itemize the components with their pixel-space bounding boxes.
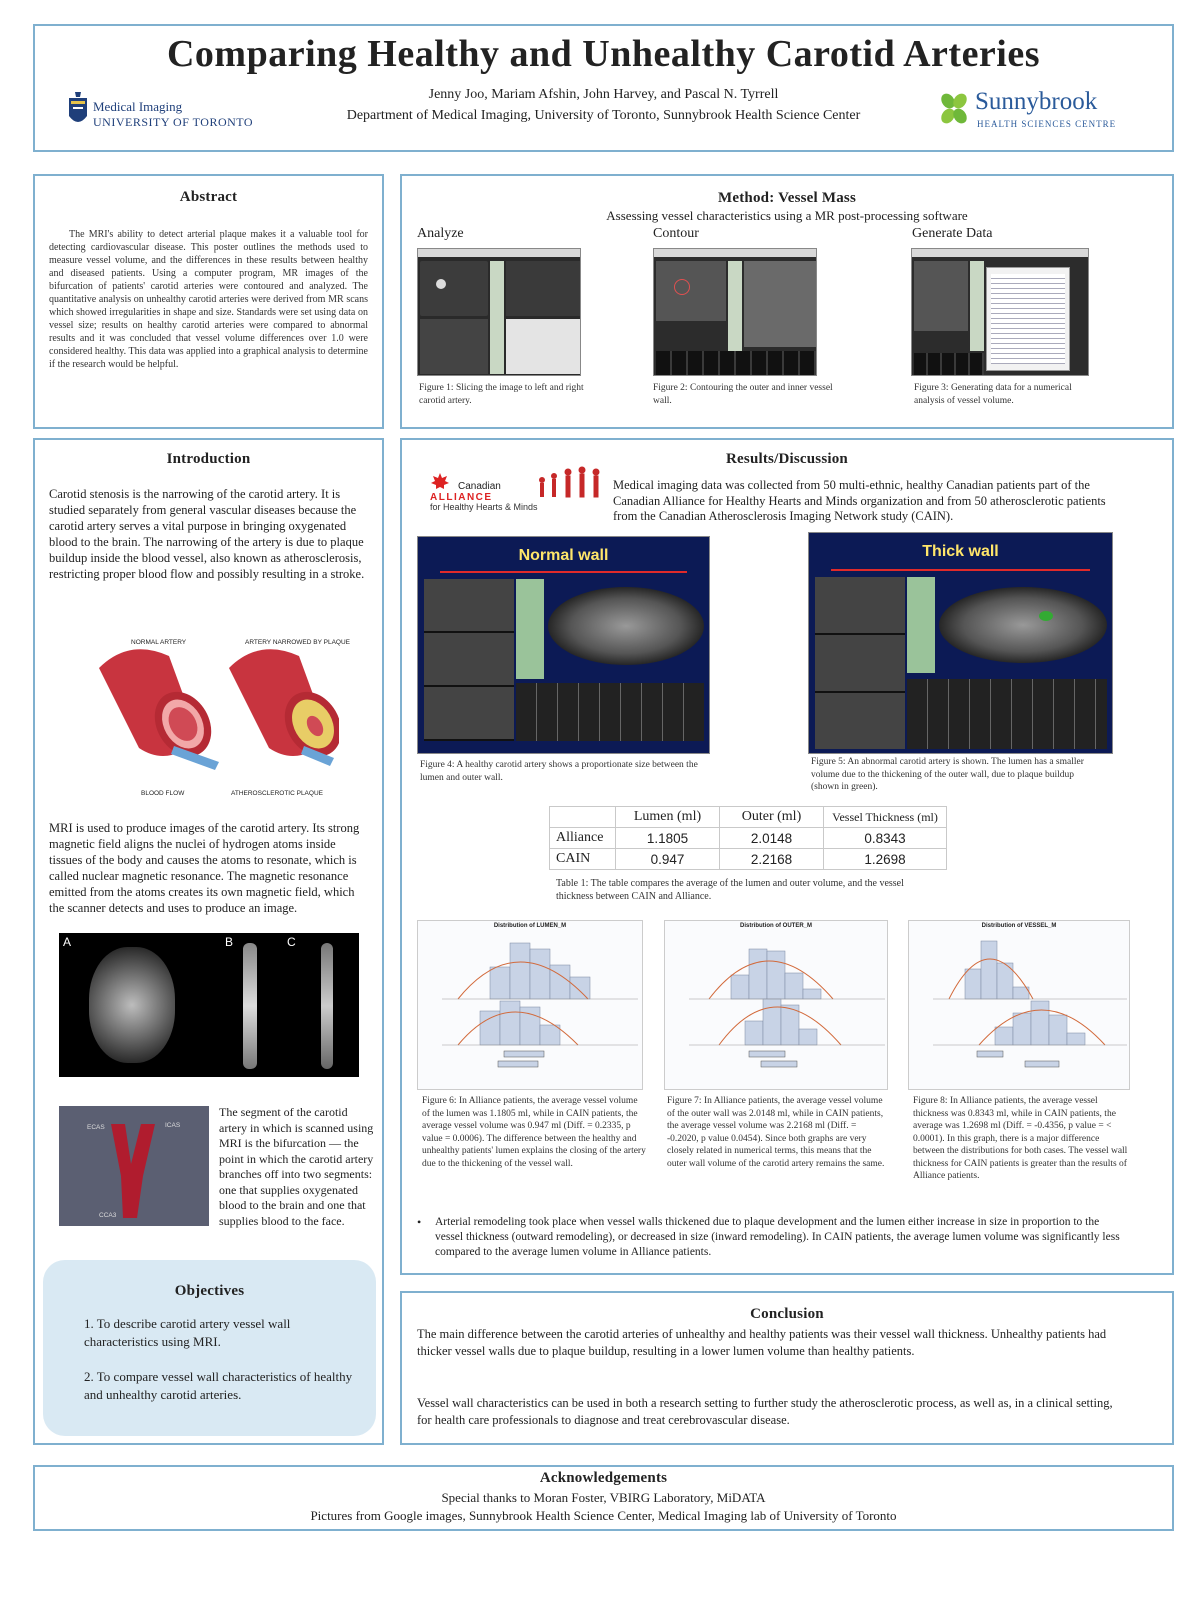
artery-label-narrowed: ARTERY NARROWED BY PLAQUE [245, 639, 350, 646]
poster-title: Comparing Healthy and Unhealthy Carotid Arteries [166, 33, 1041, 75]
bifurcation-model [59, 1106, 209, 1226]
introduction-p1: Carotid stenosis is the narrowing of the carotid artery. It is studied separately from general vascular diseases because the carotid artery serves a vital purpose in bringing oxygenated blood to the brain. The narrowing of the artery is due to plaque buildup inside the blood vessel, also known as atherosclerosis, restricting proper blood flow and possibly resulting in a stroke. [49, 487, 365, 581]
method-panel [400, 174, 1174, 429]
alliance-logo-line1: Canadian [458, 481, 501, 492]
artery-label-plaque: ATHEROSCLEROTIC PLAQUE [231, 790, 323, 797]
outer-graph-title: Distribution of OUTER_M [740, 923, 812, 929]
artery-label-blood-flow: BLOOD FLOW [141, 790, 185, 797]
table-cell: 0.947 [616, 849, 720, 870]
abstract-text: The MRI's ability to detect arterial plaque makes it a valuable tool for detecting cardiovascular disease. This poster outlines the methods used to measure vessel volume, and the differences in these results between healthy and diseased patients. Using a computer program, MR images of the bifurcation of patients' carotid arteries were contoured and analyzed. The quantitative analysis on unhealthy carotid arteries were derived from MR scans which showed irregularities in shape and size. Standards were set using data on vessel size; results on healthy carotid arteries were compared to abnormal results and it was concluded that vessel volume differences over 1.0 were considered healthy. This data was applied into a graphical analysis to determine if the research would be helpful. [49, 229, 368, 370]
mri-image-strip [59, 933, 359, 1077]
figure-4-caption: Figure 4: A healthy carotid artery shows a proportionate size between the lumen and outer wall. [420, 760, 698, 783]
objectives-item-2: 2. To compare vessel wall characteristics of healthy and unhealthy carotid arteries. [84, 1369, 353, 1402]
outer-distribution-graph [664, 920, 888, 1090]
table-cell: 1.2698 [824, 849, 947, 870]
bifurcation-artery-icon [59, 1106, 209, 1226]
people-silhouettes-icon [536, 466, 606, 506]
authors: Jenny Joo, Mariam Afshin, John Harvey, and Pascal N. Tyrrell [428, 87, 779, 102]
table-cell: 2.0148 [720, 828, 824, 849]
sunnybrook-logo [937, 90, 1137, 136]
figure-5-banner: Thick wall [922, 543, 999, 560]
figure-3-screenshot [911, 248, 1089, 376]
table-caption: Table 1: The table compares the average of the lumen and outer volume, and the vessel thickness between CAIN and Alliance. [556, 878, 904, 902]
bifurcation-label-ecas: ECAS [87, 1124, 105, 1131]
table-cell: 2.2168 [720, 849, 824, 870]
artery-label-normal: NORMAL ARTERY [131, 639, 187, 646]
figure-7-caption: Figure 7: In Alliance patients, the average vessel volume of the outer wall was 2.0148 ml, while in CAIN patients, the average vessel volume was 2.2168 ml (Diff. = -0.2020, p value 0.0454). Since both graphs are very closely related in numerical terms, this means that the outer wall volume of the carotid artery remains the same. [667, 1096, 885, 1169]
acknowledgements-line2: Pictures from Google images, Sunnybrook Health Science Center, Medical Imaging lab of University of Toronto [310, 1508, 897, 1523]
abstract-panel [33, 174, 384, 429]
vessel-graph-svg [909, 929, 1131, 1084]
objectives-item-1: 1. To describe carotid artery vessel wall characteristics using MRI. [84, 1316, 291, 1349]
figure-6-caption: Figure 6: In Alliance patients, the average vessel volume of the lumen was 1.1805 ml, while in CAIN patients, the average vessel volume was 0.947 ml (Diff. = 0.2335, p value = 0.0006). The difference between the healthy and unhealthy patients' lumen explains the closing of the artery due to the thickening of the vessel wall. [422, 1096, 646, 1169]
table-cell: CAIN [550, 849, 616, 870]
abstract-title: Abstract [179, 189, 238, 205]
figure-2-caption: Figure 2: Contouring the outer and inner vessel wall. [653, 383, 833, 406]
header-panel [33, 24, 1174, 152]
acknowledgements-panel [33, 1465, 1174, 1531]
results-title: Results/Discussion [726, 451, 848, 467]
uoft-logo-line1: Medical Imaging [93, 99, 183, 114]
vessel-graph-title: Distribution of VESSEL_M [981, 923, 1057, 929]
acknowledgements-title: Acknowledgements [539, 1470, 668, 1486]
uoft-logo-line2: UNIVERSITY OF TORONTO [93, 115, 254, 129]
mri-label-b: B [225, 935, 234, 949]
objectives-title: Objectives [174, 1283, 245, 1299]
results-bullet: Arterial remodeling took place when vessel walls thickened due to plaque development and the lumen either increase in size in proportion to the vessel thickness (outward remodeling), or decreased in size (inward remodeling). In CAIN patients, the average lumen volume was significantly less compared to the average lumen volume in Alliance patients. [435, 1216, 1120, 1258]
conclusion-p2: Vessel wall characteristics can be used in both a research setting to further study the atherosclerotic process, as well as, in a clinical setting, for health care professionals to diagnose and treat cerebrovascular disease. [417, 1396, 1113, 1427]
conclusion-panel [400, 1291, 1174, 1445]
table-header-cell: Outer (ml) [720, 807, 824, 828]
method-title: Method: Vessel Mass [718, 190, 856, 206]
table-header-cell: Lumen (ml) [616, 807, 720, 828]
figure-1-screenshot [417, 248, 581, 376]
table-cell: 0.8343 [824, 828, 947, 849]
outer-graph-svg [665, 929, 889, 1084]
alliance-logo-line3: for Healthy Hearts & Minds [430, 502, 538, 512]
sunnybrook-leaf-icon [937, 92, 971, 126]
introduction-title: Introduction [166, 451, 251, 467]
table-header-cell: Vessel Thickness (ml) [824, 807, 947, 828]
results-bullet-marker: • [417, 1215, 422, 1229]
sunnybrook-logo-line1: Sunnybrook [975, 88, 1098, 115]
figure-5-caption: Figure 5: An abnormal carotid artery is shown. The lumen has a smaller volume due to the thickening of the outer wall, due to plaque buildup (shown in green). [811, 757, 1084, 792]
lumen-distribution-graph [417, 920, 643, 1090]
acknowledgements-line1: Special thanks to Moran Foster, VBIRG Laboratory, MiDATA [441, 1490, 766, 1505]
introduction-p2: MRI is used to produce images of the carotid artery. Its strong magnetic field aligns the nuclei of hydrogen atoms inside tissues of the body and causes the atoms to resonate, which is called nuclear magnetic resonance. The magnetic resonance emitted from the atoms creates its own magnetic field, which the scanner detects and uses to produce an image. [49, 821, 360, 915]
step-label-contour: Contour [653, 226, 699, 241]
bifurcation-label-icas: ICAS [165, 1122, 181, 1129]
lumen-graph-title: Distribution of LUMEN_M [493, 923, 567, 929]
table-row [550, 849, 947, 870]
table-cell: 1.1805 [616, 828, 720, 849]
conclusion-p1: The main difference between the carotid arteries of unhealthy and healthy patients was their vessel wall thickness. Unhealthy patients had thicker vessel walls due to plaque buildup, resulting in a lower lumen volume than healthy patients. [417, 1327, 1107, 1358]
table-cell: Alliance [550, 828, 616, 849]
results-table [549, 806, 947, 870]
introduction-p3: The segment of the carotid artery in which is scanned using MRI is the bifurcation — the point in which the carotid artery branches off into two segments: one that supplies oxygenated blood to the brain and one that supplies blood to the face. [219, 1105, 374, 1228]
alliance-logo [428, 472, 608, 514]
artery-illustration [79, 628, 339, 808]
figure-5-image [808, 532, 1113, 754]
maple-leaf-icon [430, 472, 450, 492]
alliance-logo-line2: ALLIANCE [430, 492, 493, 503]
results-panel [400, 438, 1174, 1275]
table-row [550, 828, 947, 849]
mri-label-a: A [63, 935, 72, 949]
results-intro: Medical imaging data was collected from 50 multi-ethnic, healthy Canadian patients part of the Canadian Alliance for Healthy Hearts and Minds organization and from 50 atherosclerotic patients from the Canadian Atherosclerosis Imaging Network study (CAIN). [613, 478, 1106, 523]
uoft-crest-icon [67, 92, 89, 132]
uoft-logo [67, 90, 277, 136]
figure-3-caption: Figure 3: Generating data for a numerical analysis of vessel volume. [914, 383, 1072, 406]
step-label-generate-data: Generate Data [912, 226, 993, 241]
step-label-analyze: Analyze [417, 226, 464, 241]
figure-8-caption: Figure 8: In Alliance patients, the average vessel thickness was 0.8343 ml, while in CAIN patients, the average was 1.2698 ml (Diff. = -0.4356, p value = < 0.0001). In this graph, there is a major difference between the distributions for both cases. The vessel wall thickness for CAIN patients is greater than the results of Alliance patients. [913, 1096, 1128, 1181]
objectives-box [43, 1260, 376, 1436]
figure-4-image [417, 536, 710, 754]
sunnybrook-logo-line2: HEALTH SCIENCES CENTRE [977, 119, 1117, 129]
figure-4-banner: Normal wall [518, 547, 609, 564]
bifurcation-label-cca3: CCA3 [99, 1212, 117, 1219]
affiliation: Department of Medical Imaging, University of Toronto, Sunnybrook Health Science Center [346, 108, 861, 123]
mri-label-c: C [287, 935, 296, 949]
figure-2-screenshot [653, 248, 817, 376]
table-header-cell [550, 807, 616, 828]
figure-1-caption: Figure 1: Slicing the image to left and right carotid artery. [419, 383, 584, 406]
method-subtitle: Assessing vessel characteristics using a MR post-processing software [606, 208, 968, 223]
introduction-panel [33, 438, 384, 1445]
table-header-row [550, 807, 947, 828]
vessel-distribution-graph [908, 920, 1130, 1090]
lumen-graph-svg [418, 929, 644, 1084]
conclusion-title: Conclusion [750, 1306, 824, 1322]
